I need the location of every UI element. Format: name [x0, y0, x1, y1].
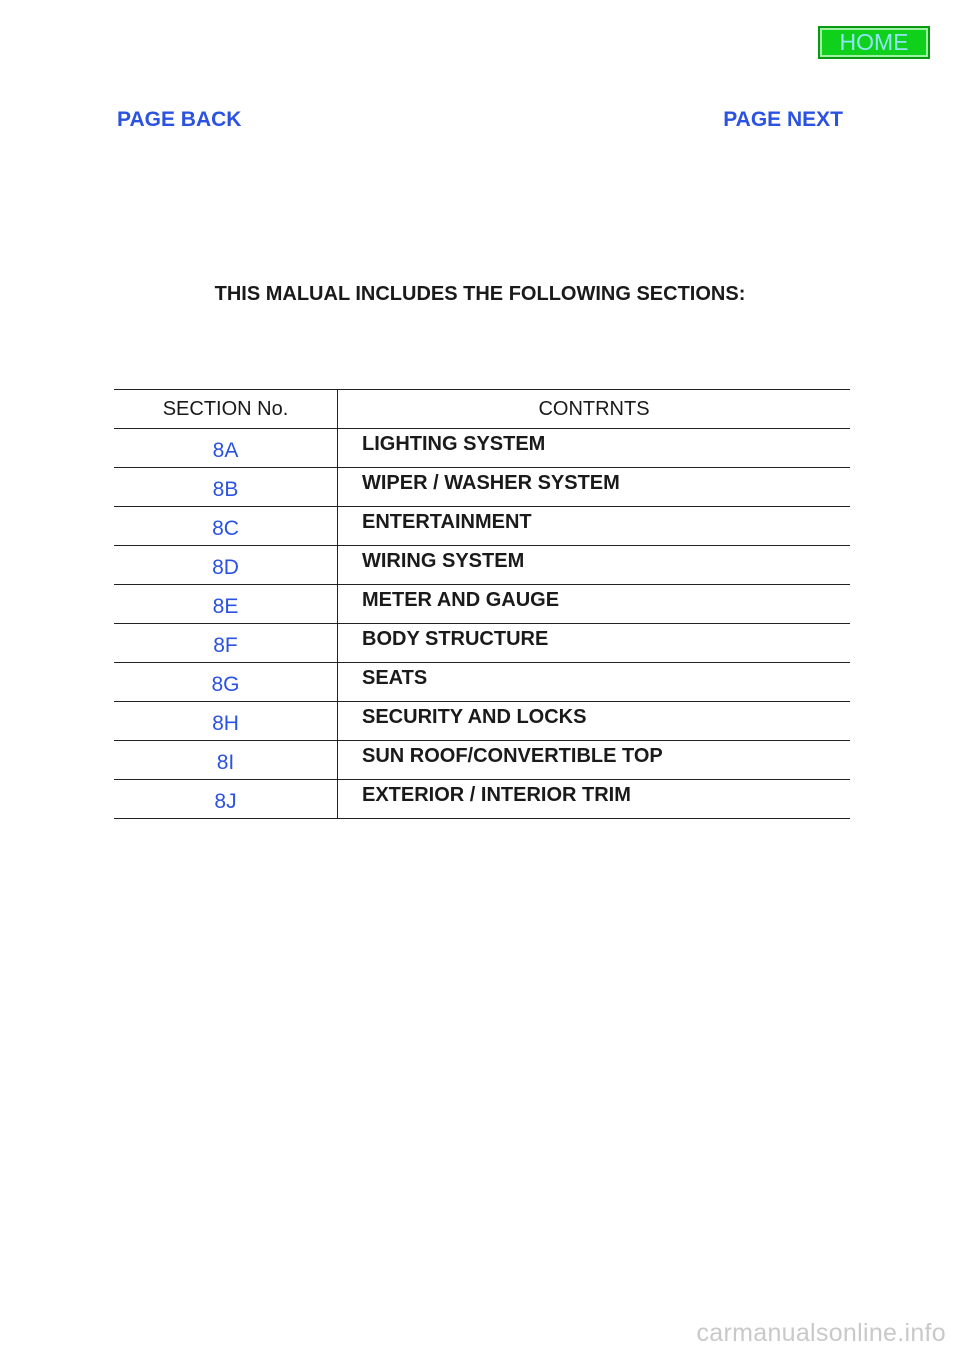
table-row [114, 780, 850, 819]
table-row [114, 429, 850, 468]
section-title: SUN ROOF/CONVERTIBLE TOP [338, 741, 851, 780]
section-link-8g[interactable]: 8G [211, 673, 240, 696]
table-row [114, 507, 850, 546]
section-link-8a[interactable]: 8A [212, 439, 239, 462]
section-link-8h[interactable]: 8H [212, 712, 239, 735]
table-row [114, 546, 850, 585]
table-header-row [114, 390, 850, 429]
section-title: EXTERIOR / INTERIOR TRIM [338, 780, 851, 819]
section-title: BODY STRUCTURE [338, 624, 851, 663]
header-section-no: SECTION No. [114, 390, 338, 429]
table-row [114, 702, 850, 741]
section-link-8b[interactable]: 8B [212, 478, 239, 501]
page-next-link[interactable]: PAGE NEXT [723, 108, 843, 131]
watermark: carmanualsonline.info [696, 1319, 946, 1347]
home-button[interactable]: HOME [818, 26, 930, 59]
section-title: SECURITY AND LOCKS [338, 702, 851, 741]
section-title: LIGHTING SYSTEM [338, 429, 851, 468]
section-title: METER AND GAUGE [338, 585, 851, 624]
sections-table [114, 389, 850, 819]
table-row [114, 663, 850, 702]
section-title: WIPER / WASHER SYSTEM [338, 468, 851, 507]
table-row [114, 468, 850, 507]
page-heading: THIS MALUAL INCLUDES THE FOLLOWING SECTIONS: [214, 283, 746, 305]
table-row [114, 624, 850, 663]
section-link-8f[interactable]: 8F [213, 634, 238, 657]
section-link-8c[interactable]: 8C [212, 517, 239, 540]
section-title: WIRING SYSTEM [338, 546, 851, 585]
section-title: SEATS [338, 663, 851, 702]
section-link-8e[interactable]: 8E [212, 595, 239, 618]
section-title: ENTERTAINMENT [338, 507, 851, 546]
header-contents: CONTRNTS [338, 390, 851, 429]
section-link-8i[interactable]: 8I [216, 751, 235, 774]
page-back-link[interactable]: PAGE BACK [117, 108, 242, 131]
section-link-8d[interactable]: 8D [212, 556, 239, 579]
table-row [114, 741, 850, 780]
section-link-8j[interactable]: 8J [214, 790, 237, 813]
table-row [114, 585, 850, 624]
